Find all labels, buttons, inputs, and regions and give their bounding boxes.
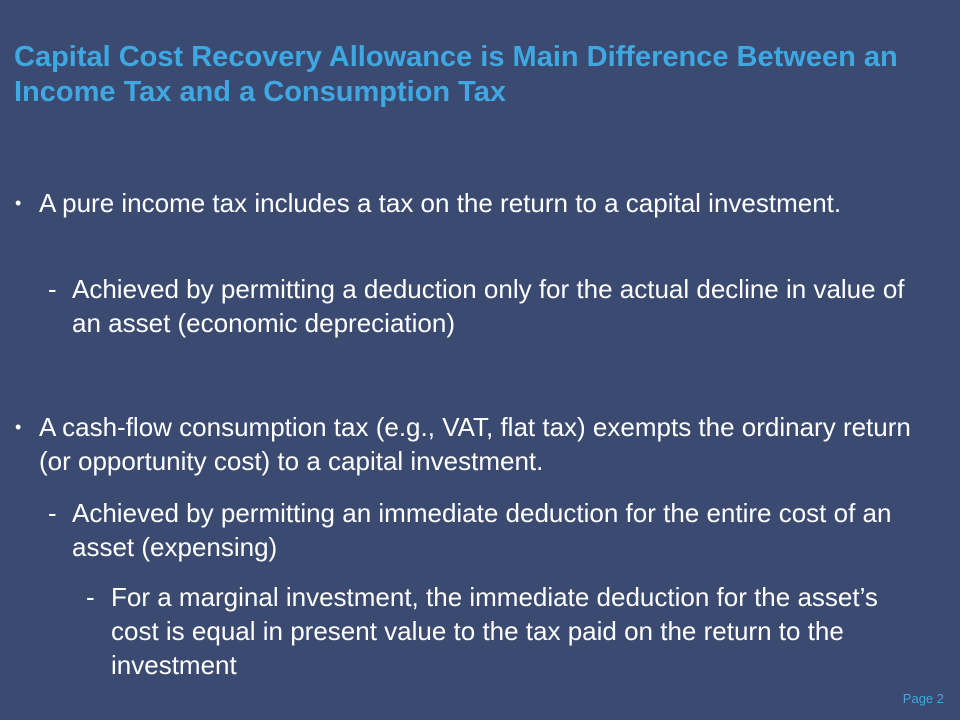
sub-bullet-text: Achieved by permitting a deduction only for the actual decline in value of an asset (economic depreciation) xyxy=(72,274,905,338)
bullet-income-tax xyxy=(15,186,940,220)
dash-marker: - xyxy=(48,274,57,304)
page-number: Page 2 xyxy=(902,691,944,706)
bullet-text: A pure income tax includes a tax on the return to a capital investment. xyxy=(39,188,842,218)
sub-sub-bullet-text: For a marginal investment, the immediate deduction for the asset’s cost is equal in present value to the tax paid on the return to the investment xyxy=(111,582,878,680)
bullet-text: A cash-flow consumption tax (e.g., VAT, flat tax) exempts the ordinary return (or opportunity cost) to a capital investment. xyxy=(39,412,911,476)
bullet-consumption-tax xyxy=(15,410,940,478)
dash-marker: - xyxy=(48,498,57,528)
sub-bullet-text: Achieved by permitting an immediate deduction for the entire cost of an asset (expensing) xyxy=(72,498,892,562)
dash-marker: - xyxy=(86,582,95,612)
sub-bullet-expensing xyxy=(48,496,940,564)
sub-sub-bullet-marginal-investment xyxy=(86,580,920,682)
sub-bullet-economic-depreciation xyxy=(48,272,940,340)
bullet-marker: • xyxy=(15,417,22,437)
bullet-marker: • xyxy=(15,193,22,213)
slide-title: Capital Cost Recovery Allowance is Main Difference Between an Income Tax and a Consumption Tax xyxy=(14,41,898,108)
